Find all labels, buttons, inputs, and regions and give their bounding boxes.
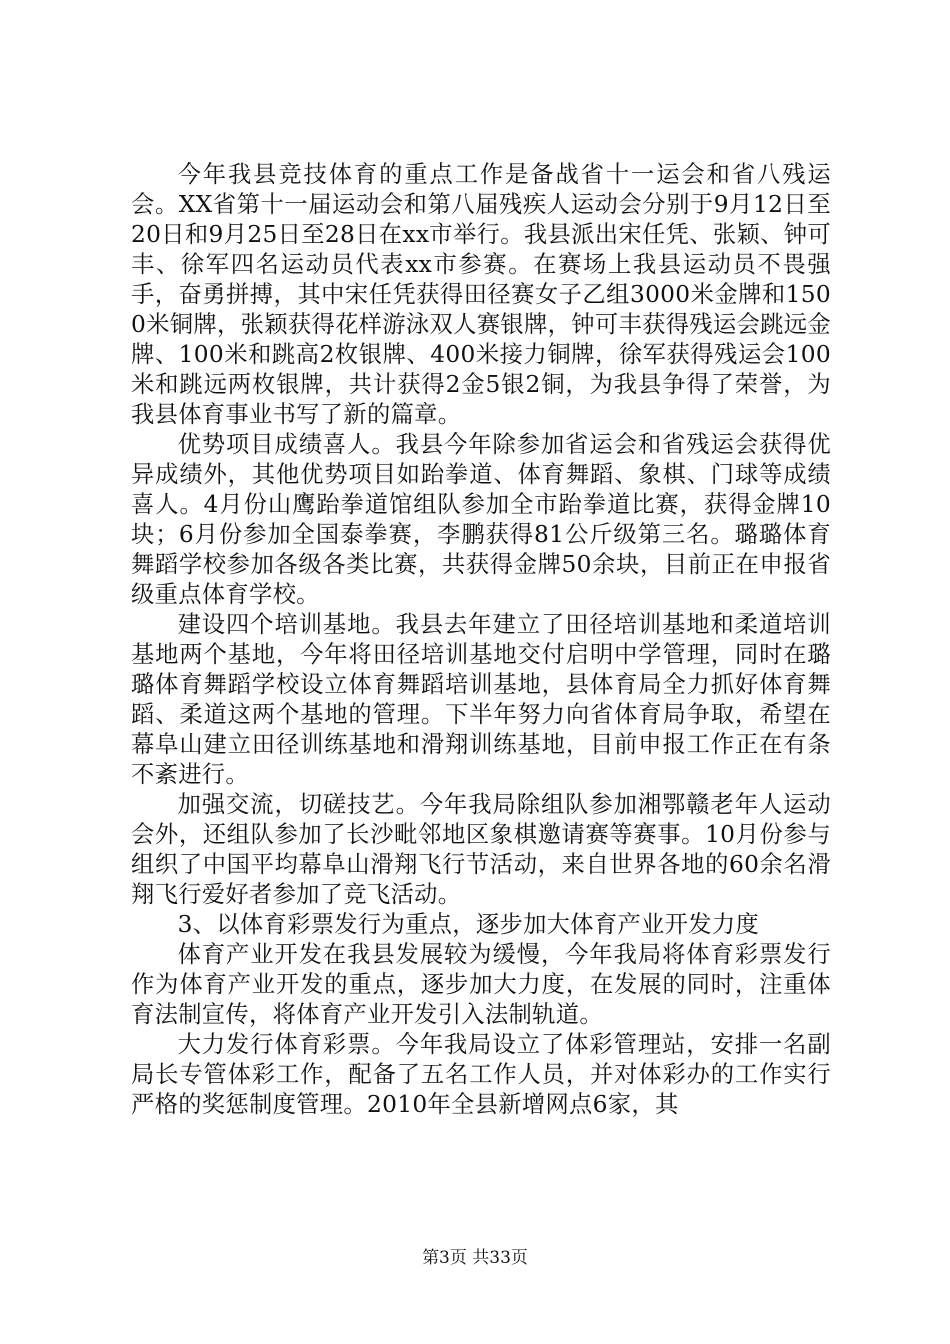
section-heading-lottery: 3、以体育彩票发行为重点，逐步加大体育产业开发力度 xyxy=(177,911,760,938)
paragraph-training-bases: 建设四个培训基地。我县去年建立了田径培训基地和柔道培训基地两个基地，今年将田径培训基地交付启明中学管理，同时在璐璐体育舞蹈学校设立体育舞蹈培训基地，县体育局全力抓好体育舞蹈、柔道这两个基地的管理。下半年努力向省体育局争取，希望在幕阜山建立田径训练基地和滑翔训练基地，目前申报工作正在有条不紊进行。 xyxy=(131,611,831,788)
paragraph-lottery-issuance: 大力发行体育彩票。今年我局设立了体彩管理站，安排一名副局长专管体彩工作，配备了五名工作人员，并对体彩办的工作实行严格的奖惩制度管理。2010年全县新增网点6家，其 xyxy=(131,1031,831,1118)
paragraph-exchange: 加强交流，切磋技艺。今年我局除组队参加湘鄂赣老年人运动会外，还组队参加了长沙毗邻地区象棋邀请赛等赛事。10月份参与组织了中国平均幕阜山滑翔飞行节活动，来自世界各地的60余名滑翔飞行爱好者参加了竞飞活动。 xyxy=(131,791,831,908)
paragraph-competitive-sports: 今年我县竞技体育的重点工作是备战省十一运会和省八残运会。XX省第十一届运动会和第八届残疾人运动会分别于9月12日至20日和9月25日至28日在xx市举行。我县派出宋任凭、张颖、钟可丰、徐军四名运动员代表xx市参赛。在赛场上我县运动员不畏强手，奋勇拼搏，其中宋任凭获得田径赛女子乙组3000米金牌和1500米铜牌，张颖获得花样游泳双人赛银牌，钟可丰获得残运会跳远金牌、100米和跳高2枚银牌、400米接力铜牌，徐军获得残运会100米和跳远两枚银牌，共计获得2金5银2铜，为我县争得了荣誉，为我县体育事业书写了新的篇章。 xyxy=(131,161,831,428)
paragraph-sports-industry: 体育产业开发在我县发展较为缓慢，今年我局将体育彩票发行作为体育产业开发的重点，逐步加大力度，在发展的同时，注重体育法制宣传，将体育产业开发引入法制轨道。 xyxy=(131,941,831,1028)
paragraph-advantage-projects: 优势项目成绩喜人。我县今年除参加省运会和省残运会获得优异成绩外，其他优势项目如跆拳道、体育舞蹈、象棋、门球等成绩喜人。4月份山鹰跆拳道馆组队参加全市跆拳道比赛，获得金牌10块；6月份参加全国泰拳赛，李鹏获得81公斤级第三名。璐璐体育舞蹈学校参加各级各类比赛，共获得金牌50余块，目前正在申报省级重点体育学校。 xyxy=(131,431,831,608)
document-body xyxy=(131,160,831,1120)
page-number-footer: 第3页 共33页 xyxy=(422,1248,528,1268)
